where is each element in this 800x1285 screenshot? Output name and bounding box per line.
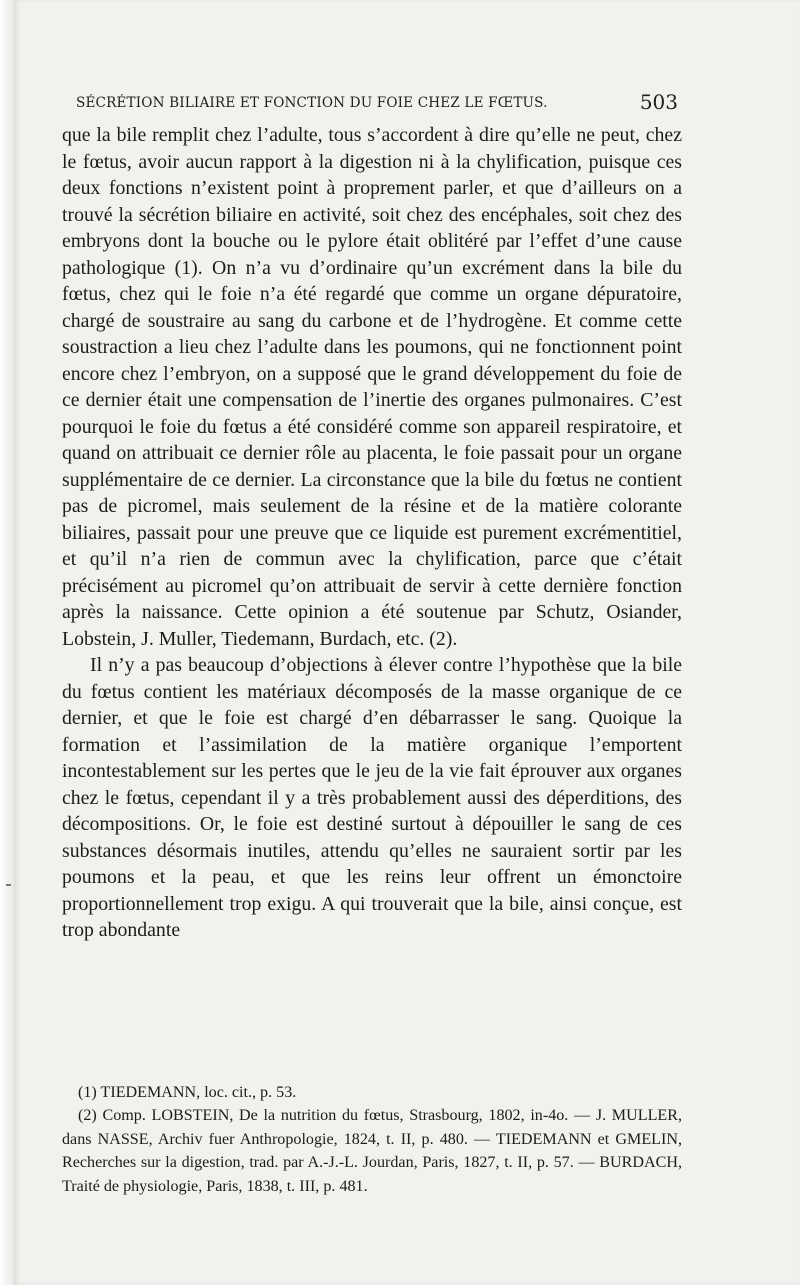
footnote-1: (1) TIEDEMANN, loc. cit., p. 53. bbox=[78, 1084, 297, 1101]
paragraph-1: que la bile remplit chez l’adulte, tous s’accordent à dire qu’elle ne peut, chez le fœtus, avoir aucun rapport à la digestion ni à la chylification, puisque ces deux fonctions n’existent point à proprement parler, et que d’ailleurs on a trouvé la sécrétion biliaire en activité, soit chez des encéphales, soit chez des embryons dont la bouche ou le pylore était oblitéré par l’effet d’une cause pathologique (1). On n’a vu d’ordinaire qu’un excrément dans la bile du fœtus, chez qui le foie n’a été regardé que comme un organe dépuratoire, chargé de soustraire au sang du carbone et de l’hydrogène. Et comme cette soustraction a lieu chez l’adulte dans les poumons, qui ne fonctionnent point encore chez l’embryon, on a supposé que le grand développement du foie de ce dernier était une compensation de l’inertie des organes pulmonaires. C’est pourquoi le foie du fœtus a été considéré comme son appareil respiratoire, et quand on attribuait ce dernier rôle au placenta, le foie passait pour un organe supplémentaire de ce dernier. La circonstance que la bile du fœtus ne contient pas de picromel, mais seulement de la résine et de la matière colorante biliaires, passait pour une preuve que ce liquide est purement excrémentitiel, et qu’il n’a rien de commun avec la chylification, parce que c’était précisément au picromel qu’on attribuait de servir à cette dernière fonction après la naissance. Cette opinion a été soutenue par Schutz, Osiander, Lobstein, J. Muller, Tiedemann, Burdach, etc. (2). bbox=[62, 124, 682, 650]
paragraph-2: Il n’y a pas beaucoup d’objections à élever contre l’hypothèse que la bile du fœtus contient les matériaux décomposés de la masse organique de ce dernier, et que le foie est chargé d’en débarrasser le sang. Quoique la formation et l’assimilation de la matière organique l’emportent incontestablement sur les pertes que le jeu de la vie fait éprouver aux organes chez le fœtus, cependant il y a très probablement aussi des déperditions, des décompositions. Or, le foie est destiné surtout à dépouiller le sang de ces substances désormais inutiles, attendu qu’elles ne sauraient sortir par les poumons et la peau, et que les reins leur offrent un émonctoire proportionnellement trop exigu. A qui trouverait que la bile, ainsi conçue, est trop abondante bbox=[62, 654, 682, 941]
book-page bbox=[14, 0, 800, 1285]
margin-mark bbox=[6, 884, 11, 886]
page-header bbox=[76, 90, 678, 116]
body-text bbox=[62, 122, 682, 944]
page-gutter bbox=[0, 0, 14, 1285]
page-number: 503 bbox=[639, 90, 678, 114]
footnotes bbox=[62, 1081, 682, 1198]
footnote-2: (2) Comp. LOBSTEIN, De la nutrition du fœtus, Strasbourg, 1802, in-4o. — J. MULLER, dans NASSE, Archiv fuer Anthropologie, 1824, t. II, p. 480. — TIEDEMANN et GMELIN, Recherches sur la digestion, trad. par A.-J.-L. Jourdan, Paris, 1827, t. II, p. 57. — BURDACH, Traité de physiologie, Paris, 1838, t. III, p. 481. bbox=[62, 1107, 682, 1195]
running-title: SÉCRÉTION BILIAIRE ET FONCTION DU FOIE CHEZ LE FŒTUS. bbox=[76, 95, 548, 111]
